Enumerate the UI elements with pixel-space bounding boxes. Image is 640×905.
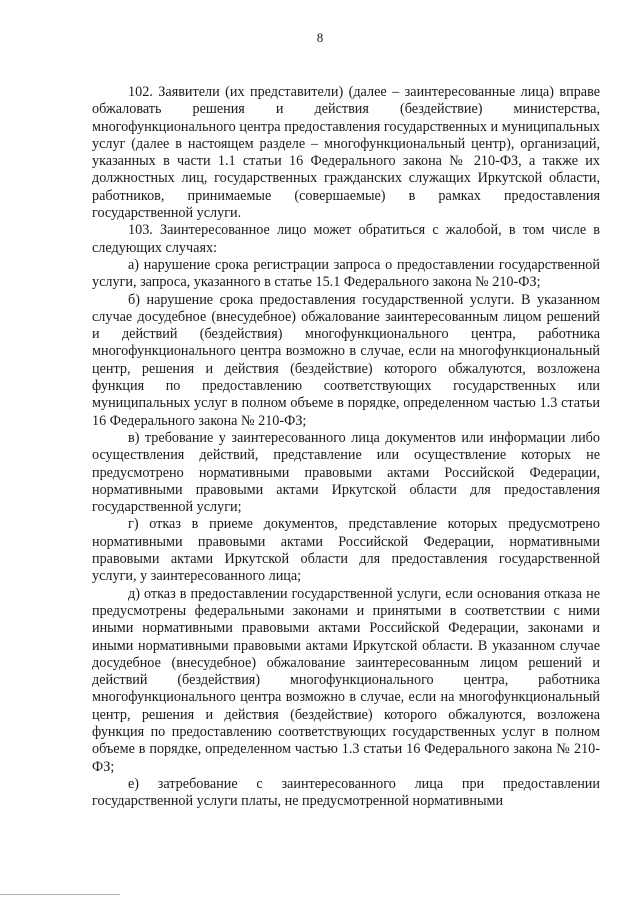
paragraph-102: 102. Заявители (их представители) (далее – заинтересованные лица) вправе обжаловать решения и действия (бездействие) министерства, многофункционального центра предоставления государственных и муниципальных услуг (далее в настоящем разделе – многофункциональный центр), организаций, указанных в части 1.1 статьи 16 Федерального закона № 210-ФЗ, а также их должностных лиц, государственных гражданских служащих Иркутской области, работников, принимаемые (совершаемые) в рамках предоставления государственной услуги. <box>92 84 600 222</box>
list-item-e: е) затребование с заинтересованного лица при предоставлении государственной услуги платы, не предусмотренной нормативными <box>92 775 600 810</box>
document-body <box>92 84 600 810</box>
paragraph-103: 103. Заинтересованное лицо может обратиться с жалобой, в том числе в следующих случаях: <box>92 222 600 256</box>
scan-edge-line <box>0 894 120 895</box>
list-item-b: б) нарушение срока предоставления государственной услуги. В указанном случае досудебное (внесудебное) обжалование заинтересованным лицом решений и действий (бездействия) многофункционального центра, работника многофункционального центра возможно в случае, если на многофункциональный центр, решения и действия (бездействие) которого обжалуются, возложена функция по предоставлению соответствующих государственных или муниципальных услуг в полном объеме в порядке, определенном частью 1.3 статьи 16 Федерального закона № 210-ФЗ; <box>92 291 600 429</box>
list-item-g: г) отказ в приеме документов, представление которых предусмотрено нормативными правовыми актами Российской Федерации, нормативными правовыми актами Иркутской области для предоставления государственной услуги, у заинтересованного лица; <box>92 516 600 585</box>
page-number: 8 <box>316 30 324 45</box>
list-item-v: в) требование у заинтересованного лица документов или информации либо осуществления действий, представление или осуществление которых не предусмотрено нормативными правовыми актами Российской Федерации, нормативными правовыми актами Иркутской области для предоставления государственной услуги; <box>92 429 600 516</box>
list-item-a: а) нарушение срока регистрации запроса о предоставлении государственной услуги, запроса, указанного в статье 15.1 Федерального закона № 210-ФЗ; <box>92 256 600 291</box>
list-item-d: д) отказ в предоставлении государственной услуги, если основания отказа не предусмотрены федеральными законами и принятыми в соответствии с ними иными нормативными правовыми актами Российской Федерации, законами и иными нормативными правовыми актами Иркутской области. В указанном случае досудебное (внесудебное) обжалование заинтересованным лицом решений и действий (бездействия) многофункционального центра, работника многофункционального центра возможно в случае, если на многофункциональный центр, решения и действия (бездействие) которого обжалуются, возложена функция по предоставлению соответствующих государственных услуг в полном объеме в порядке, определенном частью 1.3 статьи 16 Федерального закона № 210-ФЗ; <box>92 585 600 775</box>
